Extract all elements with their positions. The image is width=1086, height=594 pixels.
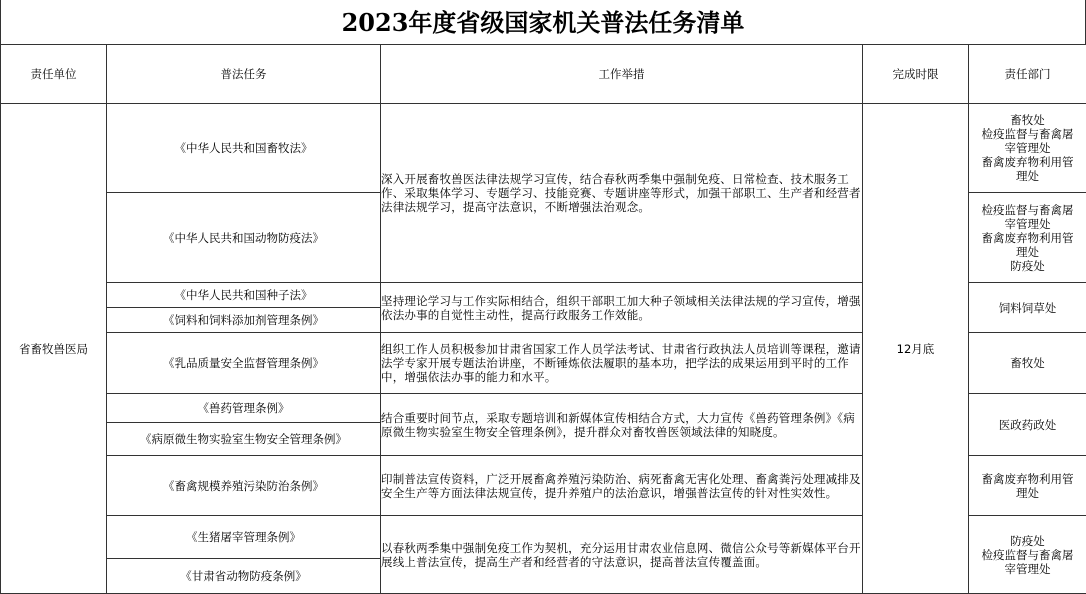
task-cell: 《甘肃省动物防疫条例》	[107, 559, 381, 594]
measure-cell: 印制普法宣传资料，广泛开展畜禽养殖污染防治、病死畜禽无害化处理、畜禽粪污处理减排及安全生产等方面法律法规宣传，提升养殖户的法治意识，增强普法宣传的针对性实效性。	[381, 456, 863, 516]
department-cell	[969, 283, 1086, 333]
department-cell	[969, 516, 1086, 594]
department-line: 检疫监督与畜禽屠	[981, 547, 1074, 562]
department-line: 宰管理处	[1004, 216, 1051, 231]
department-line: 理处	[1016, 169, 1039, 183]
task-cell: 《中华人民共和国种子法》	[107, 283, 381, 308]
measure-cell: 以春秋两季集中强制免疫工作为契机，充分运用甘肃农业信息网、微信公众号等新媒体平台开展线上普法宣传，提高生产者和经营者的守法意识，提高普法宣传覆盖面。	[381, 516, 863, 594]
task-cell: 《中华人民共和国动物防疫法》	[107, 193, 381, 283]
task-cell: 《中华人民共和国畜牧法》	[107, 104, 381, 193]
task-cell: 《病原微生物实验室生物安全管理条例》	[107, 423, 381, 456]
department-line: 检疫监督与畜禽屠	[981, 202, 1074, 217]
department-line: 饲料饲草处	[998, 300, 1057, 315]
department-line: 宰管理处	[1004, 561, 1051, 576]
task-table	[0, 44, 1086, 594]
department-line: 理处	[1016, 485, 1039, 500]
department-line: 畜牧处	[1010, 113, 1045, 127]
department-line: 理处	[1016, 244, 1039, 259]
department-cell	[969, 104, 1086, 193]
department-line: 宰管理处	[1004, 141, 1051, 155]
department-line: 医政药政处	[998, 417, 1057, 432]
department-line: 检疫监督与畜禽屠	[981, 127, 1074, 141]
unit-cell: 省畜牧兽医局	[1, 104, 107, 594]
department-line: 畜牧处	[1010, 356, 1045, 370]
department-line: 畜禽废弃物利用管	[981, 471, 1074, 486]
department-cell	[969, 394, 1086, 456]
table-row	[1, 104, 1086, 193]
deadline-cell: 12月底	[863, 104, 969, 594]
header-deadline: 完成时限	[863, 45, 969, 104]
measure-cell: 组织工作人员积极参加甘肃省国家工作人员学法考试、甘肃省行政执法人员培训等课程，邀请法学专家开展专题法治讲座，不断锤炼依法履职的基本功，把学法的成果运用到平时的工作中，增强依法办事的能力和水平。	[381, 333, 863, 394]
task-cell: 《饲料和饲料添加剂管理条例》	[107, 308, 381, 333]
measure-cell: 深入开展畜牧兽医法律法规学习宣传，结合春秋两季集中强制免疫、日常检查、技术服务工作、采取集体学习、专题学习、技能竞赛、专题讲座等形式，加强干部职工、生产者和经营者法律法规学习，提高守法意识，不断增强法治观念。	[381, 104, 863, 283]
department-cell	[969, 456, 1086, 516]
department-line: 畜禽废弃物利用管	[981, 155, 1074, 169]
header-row	[1, 45, 1086, 104]
header-department: 责任部门	[969, 45, 1086, 104]
page-title: 2023年度省级国家机关普法任务清单	[0, 0, 1086, 44]
department-cell	[969, 333, 1086, 394]
header-unit: 责任单位	[1, 45, 107, 104]
measure-cell: 坚持理论学习与工作实际相结合，组织干部职工加大种子领域相关法律法规的学习宣传，增强依法办事的自觉性主动性，提高行政服务工作效能。	[381, 283, 863, 333]
task-cell: 《生猪屠宰管理条例》	[107, 516, 381, 559]
task-cell: 《乳品质量安全监督管理条例》	[107, 333, 381, 394]
header-task: 普法任务	[107, 45, 381, 104]
department-line: 防疫处	[1010, 533, 1045, 548]
department-line: 畜禽废弃物利用管	[981, 230, 1074, 245]
header-measure: 工作举措	[381, 45, 863, 104]
department-cell	[969, 193, 1086, 283]
task-cell: 《畜禽规模养殖污染防治条例》	[107, 456, 381, 516]
measure-cell: 结合重要时间节点，采取专题培训和新媒体宣传相结合方式，大力宣传《兽药管理条例》《病原微生物实验室生物安全管理条例》，提升群众对畜牧兽医领域法律的知晓度。	[381, 394, 863, 456]
task-cell: 《兽药管理条例》	[107, 394, 381, 423]
department-line: 防疫处	[1010, 258, 1045, 273]
